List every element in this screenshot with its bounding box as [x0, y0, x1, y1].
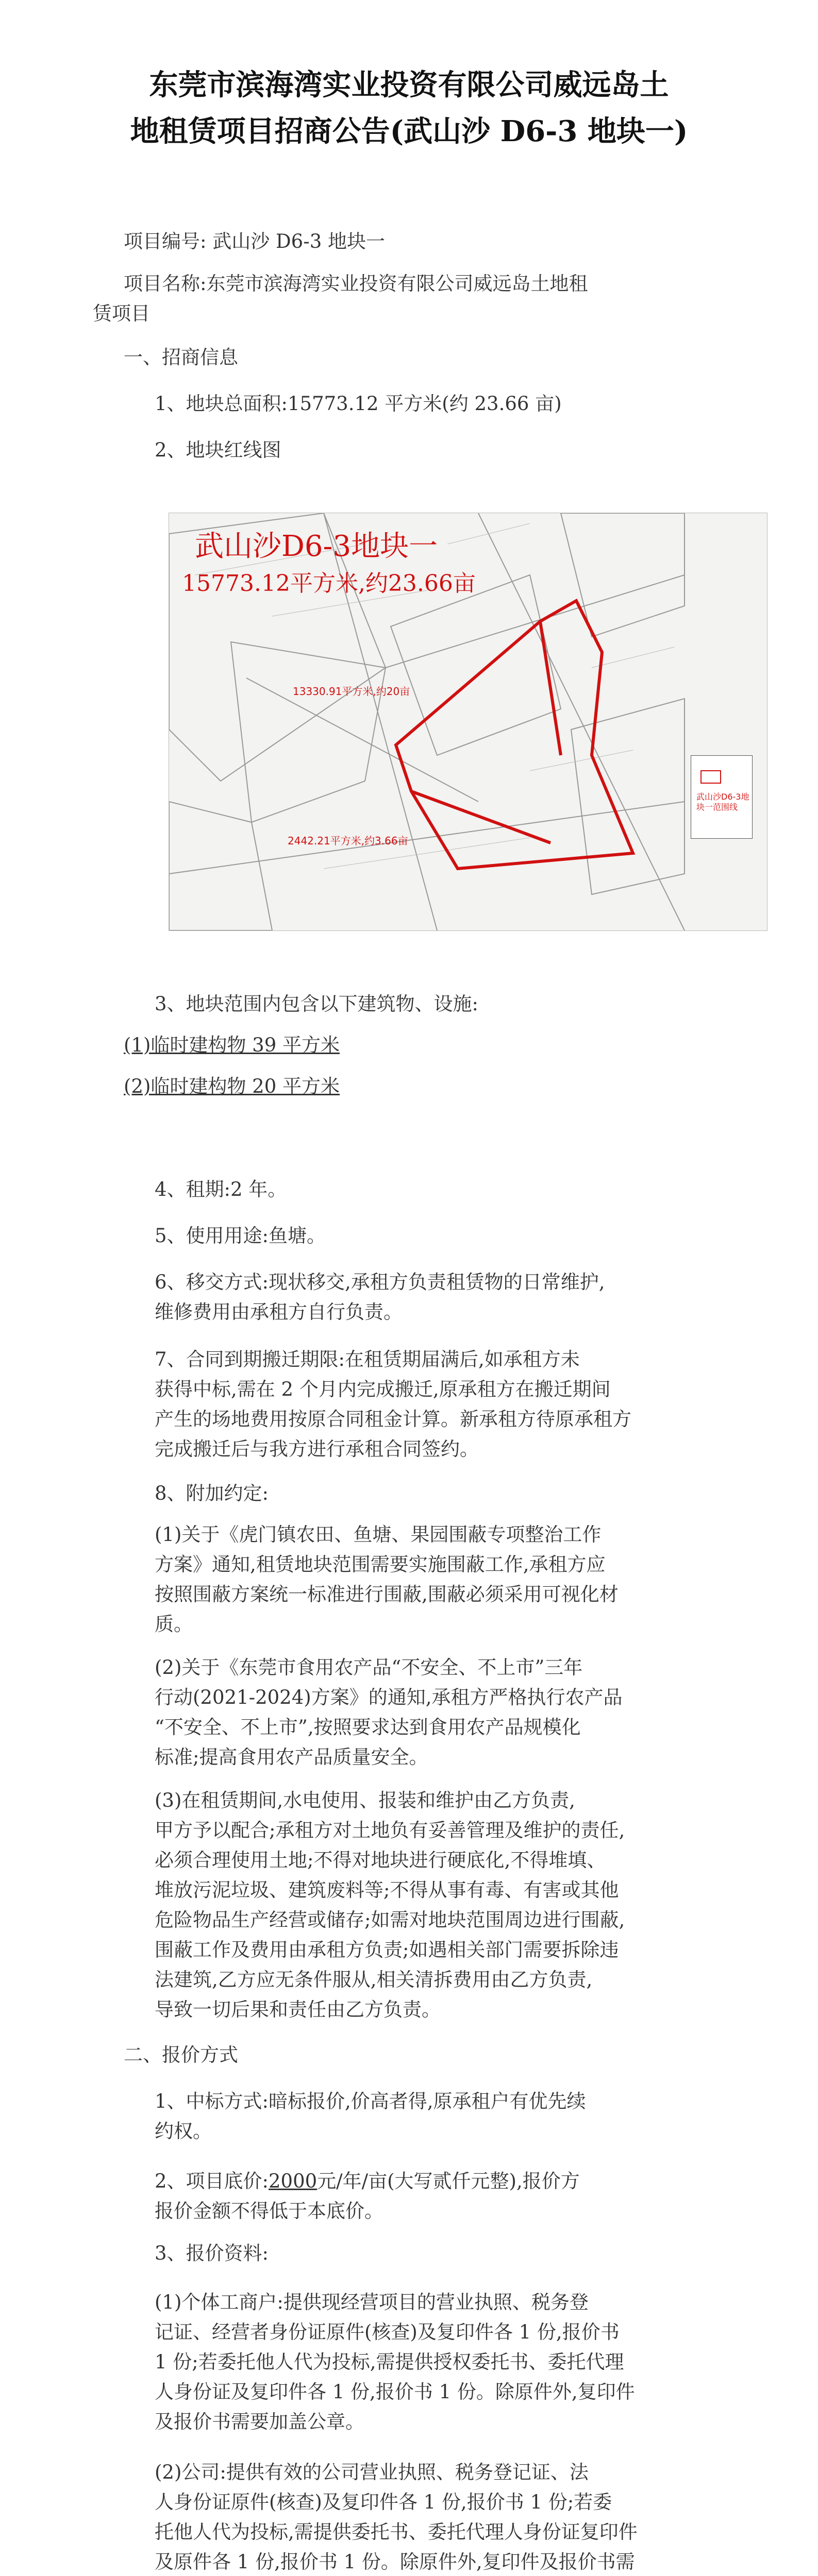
quote-3-1-line-5: 及报价书需要加盖公章。: [155, 2411, 364, 2433]
quote-3-2-line-2: 人身份证原件(核查)及复印件各 1 份,报价书 1 份;若委: [155, 2491, 612, 2513]
map-title: 武山沙D6-3地块一: [195, 530, 438, 563]
item-8-1-line-1: (1)关于《虎门镇农田、鱼塘、果园围蔽专项整治工作: [155, 1523, 602, 1546]
item-2-map-heading: 2、地块红线图: [155, 439, 281, 461]
page-title-line-1: 东莞市滨海湾实业投资有限公司威远岛土: [149, 68, 669, 102]
base-price-unit: 元/年/亩(大写贰仟元整),报价方: [317, 2170, 580, 2192]
item-8-3-line-3: 必须合理使用土地;不得对地块进行硬底化,不得堆填、: [155, 1849, 606, 1871]
map-sub-area-b: 2442.21平方米,约3.66亩: [288, 835, 408, 847]
item-8-3-line-1: (3)在租赁期间,水电使用、报装和维护由乙方负责,: [155, 1789, 575, 1811]
item-6-line-2: 维修费用由承租方自行负责。: [155, 1301, 403, 1323]
quote-3-1-line-4: 人身份证及复印件各 1 份,报价书 1 份。除原件外,复印件: [155, 2381, 635, 2403]
item-8-1-line-2: 方案》通知,租赁地块范围需要实施围蔽工作,承租方应: [155, 1553, 606, 1575]
item-8-2-line-4: 标准;提高食用农产品质量安全。: [155, 1746, 428, 1768]
item-4-lease-term: 4、租期:2 年。: [155, 1178, 287, 1200]
item-8-1-line-3: 按照围蔽方案统一标准进行围蔽,围蔽必须采用可视化材: [155, 1583, 619, 1605]
item-8-3-line-7: 法建筑,乙方应无条件服从,相关清拆费用由乙方负责,: [155, 1969, 593, 1991]
page-title-line-2: 地租赁项目招商公告(武山沙 D6-3 地块一): [130, 114, 688, 148]
item-8-2-line-1: (2)关于《东莞市食用农产品“不安全、不上市”三年: [155, 1656, 583, 1679]
item-6-line-1: 6、移交方式:现状移交,承租方负责租赁物的日常维护,: [155, 1271, 605, 1293]
item-8-3-line-6: 围蔽工作及费用由承租方负责;如遇相关部门需要拆除违: [155, 1939, 619, 1961]
item-8-1-line-4: 质。: [155, 1613, 193, 1635]
quote-1-line-2: 约权。: [155, 2120, 212, 2142]
project-name-line-2: 赁项目: [93, 302, 150, 325]
red-line-map: [169, 513, 767, 931]
item-8-2-line-2: 行动(2021-2024)方案》的通知,承租方严格执行农产品: [155, 1686, 623, 1708]
map-area-label: 15773.12平方米,约23.66亩: [182, 570, 476, 597]
item-7-line-3: 产生的场地费用按原合同租金计算。新承租方待原承租方: [155, 1408, 631, 1430]
item-3-building-a: (1)临时建构物 39 平方米: [124, 1034, 340, 1056]
item-5-usage: 5、使用用途:鱼塘。: [155, 1225, 326, 1247]
base-price-value: 2000: [269, 2170, 318, 2192]
quote-1-line-1: 1、中标方式:暗标报价,价高者得,原承租户有优先续: [155, 2090, 586, 2112]
legend-text: 武山沙D6-3地块一范围线: [696, 792, 749, 812]
item-7-line-1: 7、合同到期搬迁期限:在租赁期届满后,如承租方未: [155, 1348, 580, 1370]
section-heading-quote: 二、报价方式: [124, 2044, 238, 2066]
item-8-heading: 8、附加约定:: [155, 1482, 269, 1504]
quote-3-2-line-3: 托他人代为投标,需提供委托书、委托代理人身份证复印件: [155, 2521, 638, 2543]
item-8-2-line-3: “不安全、不上市”,按照要求达到食用农产品规模化: [155, 1716, 581, 1738]
quote-3-1-line-3: 1 份;若委托他人代为投标,需提供授权委托书、委托代理: [155, 2351, 624, 2373]
section-heading-investment-info: 一、招商信息: [124, 346, 238, 368]
quote-3-2-line-1: (2)公司:提供有效的公司营业执照、税务登记证、法: [155, 2461, 589, 2483]
quote-3-1-line-1: (1)个体工商户:提供现经营项目的营业执照、税务登: [155, 2291, 589, 2313]
item-1-area: 1、地块总面积:15773.12 平方米(约 23.66 亩): [155, 393, 562, 415]
quote-3-2-line-4: 及原件各 1 份,报价书 1 份。除原件外,复印件及报价书需: [155, 2551, 635, 2573]
item-8-3-line-2: 甲方予以配合;承租方对土地负有妥善管理及维护的责任,: [155, 1819, 625, 1841]
project-number: 项目编号: 武山沙 D6-3 地块一: [124, 230, 385, 252]
item-8-3-line-8: 导致一切后果和责任由乙方负责。: [155, 1998, 441, 2021]
map-legend: [691, 755, 753, 839]
quote-2-line-2: 报价金额不得低于本底价。: [155, 2200, 383, 2222]
legend-swatch: [700, 770, 721, 784]
item-8-3-line-4: 堆放污泥垃圾、建筑废料等;不得从事有毒、有害或其他: [155, 1879, 619, 1901]
base-price-label: 2、项目底价:: [155, 2170, 269, 2192]
item-7-line-2: 获得中标,需在 2 个月内完成搬迁,原承租方在搬迁期间: [155, 1378, 611, 1400]
quote-2-line-1: [155, 2166, 725, 2196]
item-7-line-4: 完成搬迁后与我方进行承租合同签约。: [155, 1438, 479, 1460]
item-3-buildings: 3、地块范围内包含以下建筑物、设施:: [155, 993, 479, 1015]
map-sub-area-a: 13330.91平方米,约20亩: [293, 685, 410, 698]
parcel-boundary: [396, 601, 633, 869]
item-8-3-line-5: 危险物品生产经营或储存;如需对地块范围周边进行围蔽,: [155, 1909, 625, 1931]
item-3-building-b: (2)临时建构物 20 平方米: [124, 1075, 340, 1097]
project-name-line-1: 项目名称:东莞市滨海湾实业投资有限公司威远岛土地租: [124, 273, 588, 295]
quote-3-heading: 3、报价资料:: [155, 2242, 269, 2264]
quote-3-1-line-2: 记证、经营者身份证原件(核查)及复印件各 1 份,报价书: [155, 2321, 620, 2343]
